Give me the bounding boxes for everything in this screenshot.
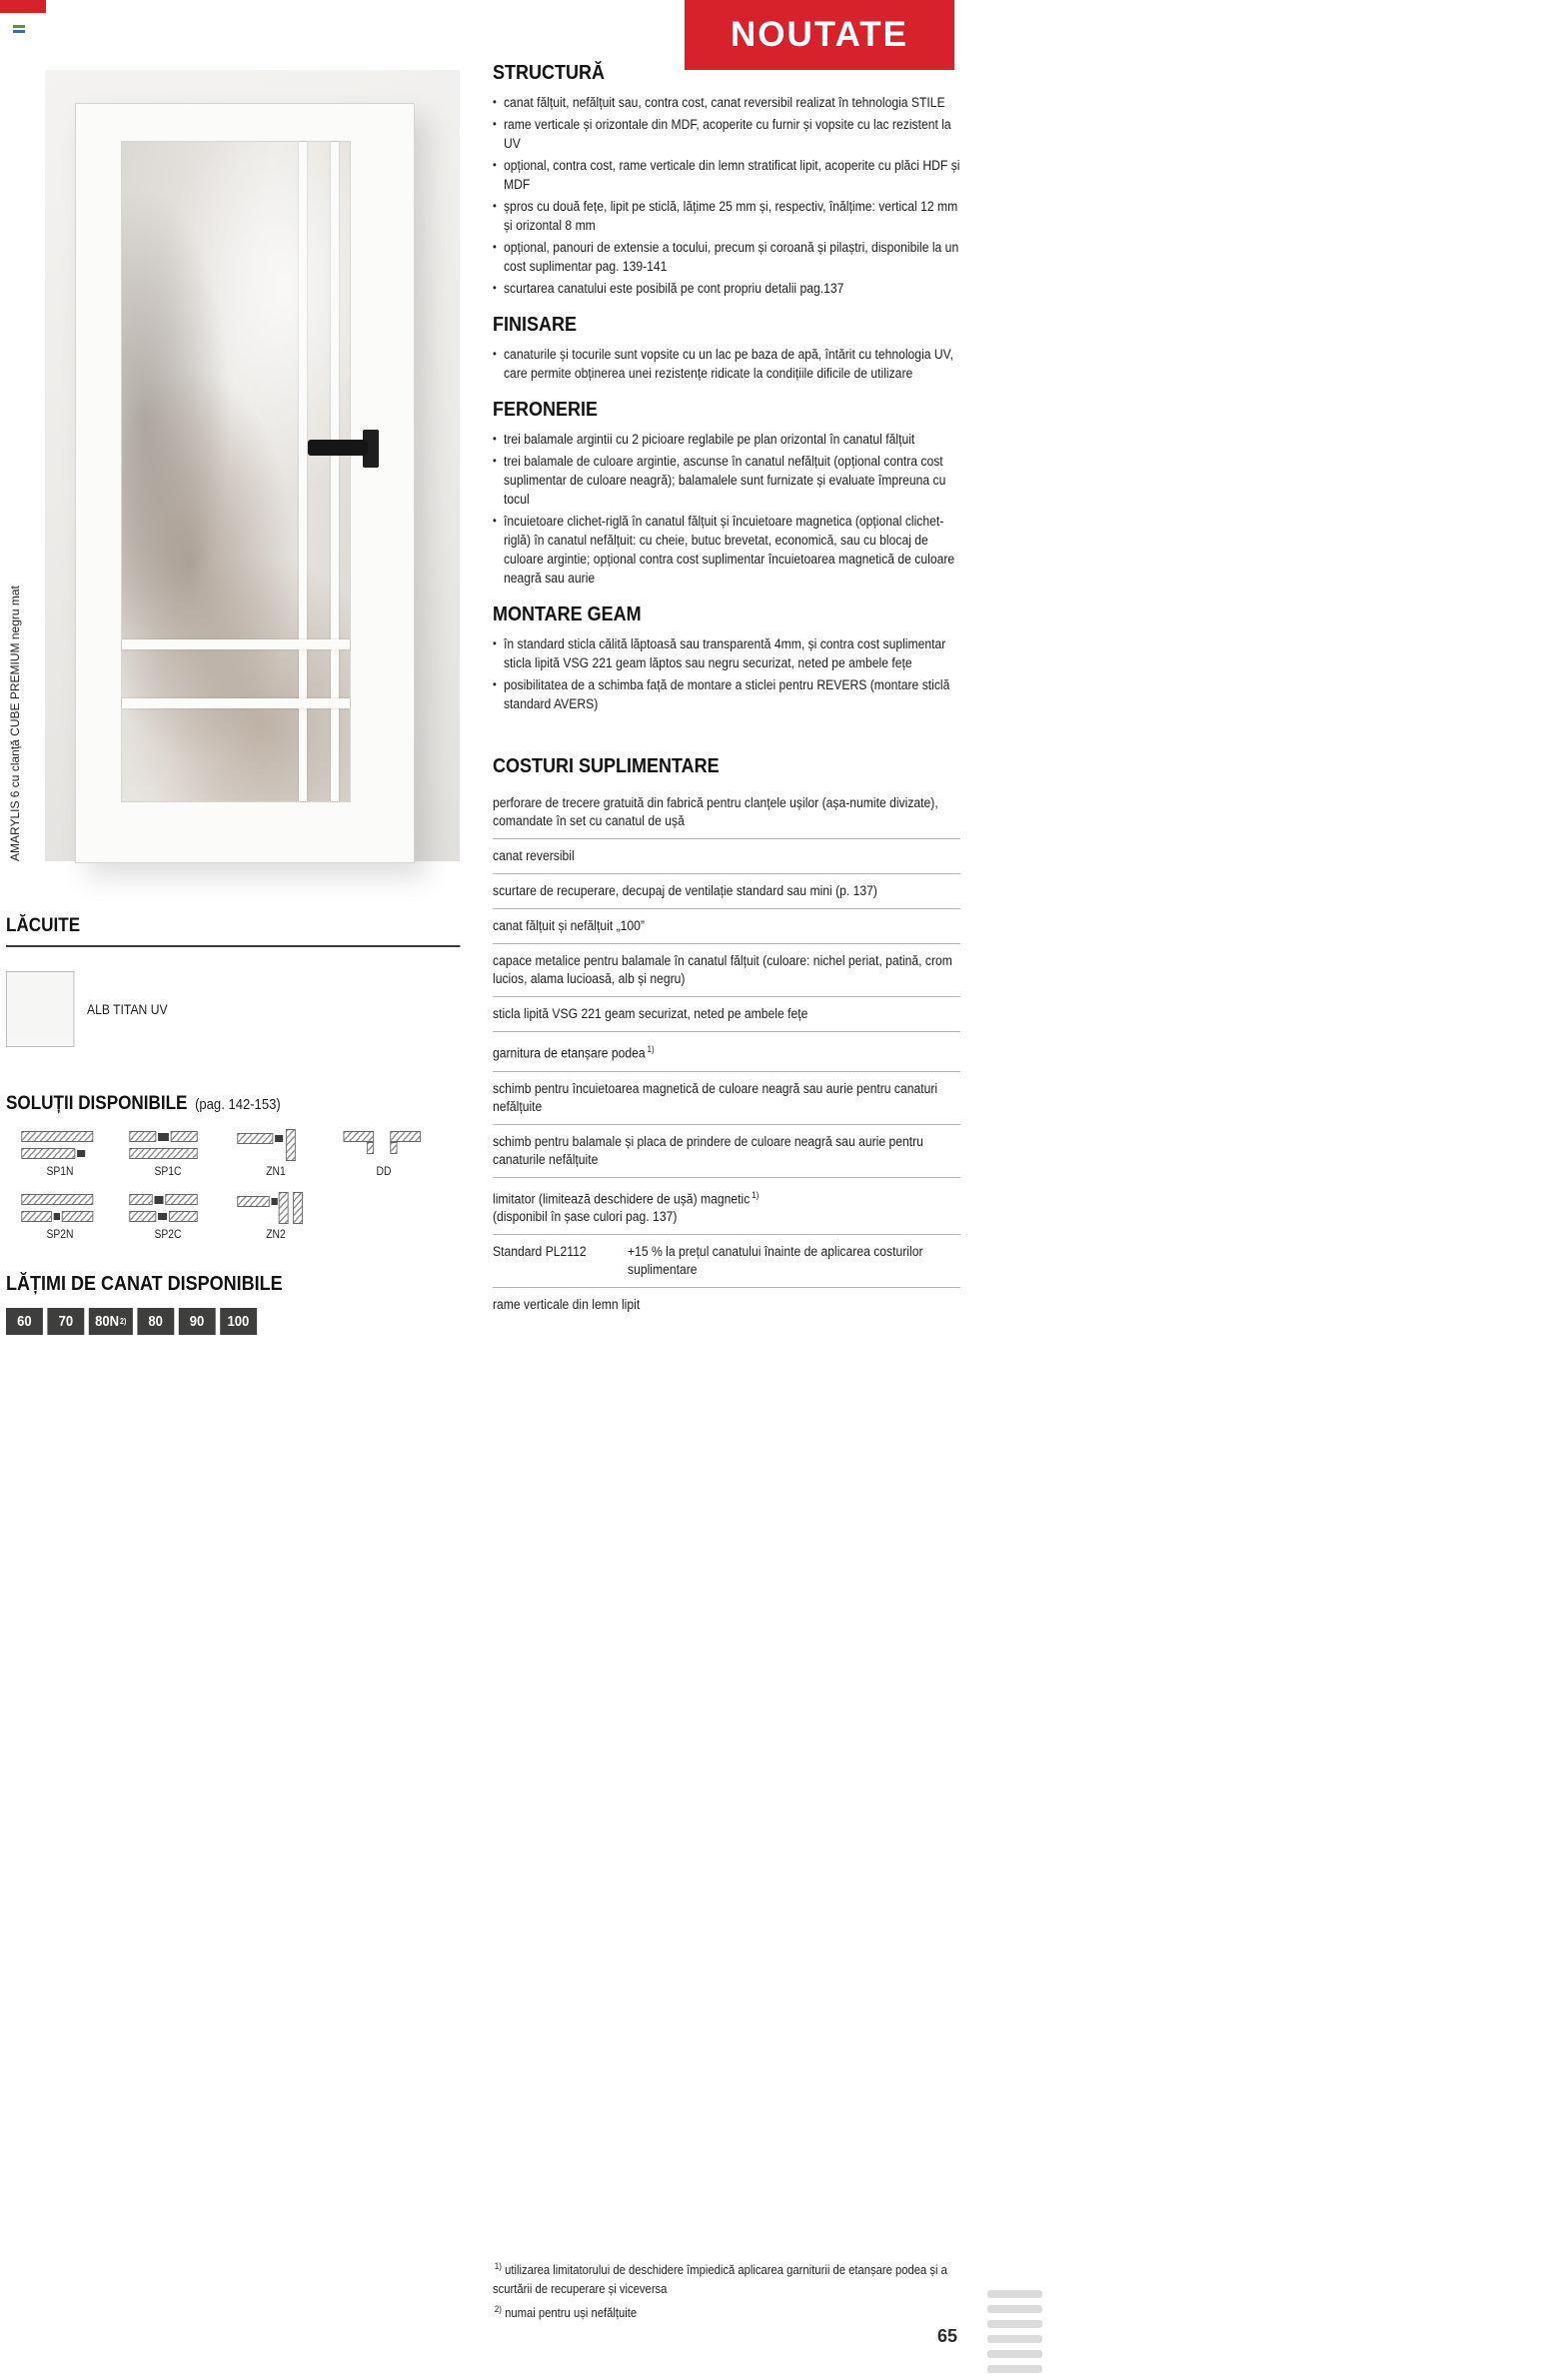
spec-bullet bbox=[493, 156, 960, 194]
solution-label: ZN2 bbox=[266, 1229, 286, 1241]
extra-costs-section bbox=[493, 755, 960, 1322]
cost-item bbox=[493, 944, 960, 997]
new-product-badge: NOUTATE bbox=[685, 0, 954, 70]
hatch-shape bbox=[62, 1211, 93, 1222]
width-box-60: 60 bbox=[6, 1308, 43, 1335]
cost-text: scurtare de recuperare, decupaj de ventilație standard sau mini (p. 137) bbox=[493, 883, 877, 898]
hatch-shape bbox=[344, 1131, 375, 1142]
width-box-80n: 80N 2) bbox=[89, 1308, 133, 1335]
cost-item bbox=[493, 874, 960, 909]
page-edge-bar bbox=[987, 2305, 1042, 2313]
seal-shape bbox=[77, 1150, 85, 1157]
color-swatch-label: ALB TITAN UV bbox=[87, 1001, 168, 1017]
footnote-marker: 1) bbox=[752, 1189, 760, 1200]
hatch-shape bbox=[390, 1131, 421, 1142]
spec-bullet bbox=[493, 675, 960, 713]
solution-sp2c bbox=[114, 1192, 222, 1241]
width-box-100: 100 bbox=[220, 1308, 257, 1335]
hatch-shape bbox=[293, 1192, 303, 1224]
bullet-dot: • bbox=[493, 240, 497, 254]
hatch-shape bbox=[286, 1129, 296, 1161]
spec-bullet bbox=[493, 512, 960, 588]
width-boxes-row bbox=[6, 1308, 312, 1335]
spec-bullet bbox=[493, 279, 960, 298]
cost-text-line2: (disponibil în șase culori pag. 137) bbox=[493, 1209, 678, 1224]
spec-bullet bbox=[493, 238, 960, 276]
bullet-dot: • bbox=[493, 347, 497, 361]
hatch-shape bbox=[129, 1211, 156, 1222]
page-edge-bar bbox=[987, 2320, 1042, 2328]
cost-item-standard bbox=[493, 1235, 960, 1288]
page-edge-bar bbox=[987, 2365, 1042, 2373]
standard-text: +15 % la prețul canatului înainte de aplicarea costurilor suplimentare bbox=[628, 1244, 923, 1277]
solution-label: DD bbox=[376, 1166, 392, 1178]
spec-text: trei balamale argintii cu 2 picioare reglabile pe plan orizontal în canatul fălțuit bbox=[503, 432, 915, 447]
footnote-marker: 2) bbox=[494, 2303, 503, 2314]
cost-text: schimb pentru balamale și placa de prindere de culoare neagră sau aurie pentru canaturile nefălțuite bbox=[493, 1133, 923, 1167]
section-title-costuri: COSTURI SUPLIMENTARE bbox=[493, 755, 720, 777]
seal-shape bbox=[54, 1213, 60, 1220]
cost-text: canat reversibil bbox=[493, 848, 575, 863]
section-title-feronerie: FERONERIE bbox=[493, 399, 599, 421]
seal-shape bbox=[272, 1198, 278, 1205]
door-leaf bbox=[75, 103, 415, 863]
seal-shape bbox=[158, 1133, 169, 1141]
solution-sp1c bbox=[114, 1129, 222, 1178]
hatch-shape bbox=[21, 1211, 52, 1222]
spec-bullet bbox=[493, 93, 960, 112]
door-photo bbox=[45, 70, 460, 861]
section-title-montare-geam: MONTARE GEAM bbox=[493, 603, 642, 625]
spec-text: șpros cu două fețe, lipit pe sticlă, lățime 25 mm și, respectiv, înălțime: vertical 12 mm și orizontal 8 mm bbox=[503, 199, 958, 233]
cost-item bbox=[493, 997, 960, 1032]
footnotes bbox=[493, 2260, 960, 2327]
footnote-2: $^{2)}$ numai pentru uși nefălțuite bbox=[494, 2303, 638, 2320]
hatch-shape bbox=[129, 1148, 197, 1159]
cost-item bbox=[493, 1288, 960, 1322]
page-edge-bar bbox=[987, 2290, 1042, 2298]
profile-diagram-dd bbox=[344, 1129, 425, 1163]
width-box-70: 70 bbox=[47, 1308, 84, 1335]
section-title-latimi: LĂȚIMI DE CANAT DISPONIBILE bbox=[6, 1273, 283, 1295]
cost-item bbox=[493, 909, 960, 944]
spec-text: canat fălțuit, nefălțuit sau, contra cost, canat reversibil realizat în tehnologia STILE bbox=[503, 95, 945, 110]
page-edge-bar bbox=[987, 2350, 1042, 2358]
spec-text: trei balamale de culoare argintie, ascunse în canatul nefălțuit (opțional contra cost suplimentar de culoare neagră); balamalele sunt furnizate și evaluate împreuna cu tocul bbox=[503, 454, 946, 507]
spec-text: opțional, panouri de extensie a tocului, precum și coroană și pilaștri, disponibile la un cost suplimentar pag. 139-141 bbox=[503, 240, 959, 274]
spine-red-mark bbox=[0, 0, 46, 13]
spec-text: scurtarea canatului este posibilă pe cont propriu detalii pag.137 bbox=[503, 281, 844, 296]
spec-bullet bbox=[493, 197, 960, 235]
solutions-pages: (pag. 142-153) bbox=[195, 1097, 281, 1113]
solution-zn2 bbox=[222, 1192, 330, 1241]
hatch-shape bbox=[237, 1133, 273, 1144]
hatch-shape bbox=[367, 1142, 374, 1154]
bullet-dot: • bbox=[493, 281, 497, 295]
hatch-shape bbox=[169, 1211, 198, 1222]
solutions-heading bbox=[6, 1093, 492, 1115]
spec-text: posibilitatea de a schimba față de montare a sticlei pentru REVERS (montare sticlă standard AVERS) bbox=[503, 677, 950, 711]
spec-bullet bbox=[493, 634, 960, 672]
spec-text: rame verticale și orizontale din MDF, acoperite cu furnir și vopsite cu lac rezistent la UV bbox=[503, 117, 951, 151]
spec-text: în standard sticla călită lăptoasă sau transparentă 4mm, și contra cost suplimentar sticla lipită VSG 221 geam lăptos sau negru securizat, neted pe ambele fețe bbox=[503, 636, 946, 670]
seal-shape bbox=[275, 1135, 283, 1142]
hatch-shape bbox=[390, 1142, 397, 1154]
leaf-widths-section bbox=[6, 1273, 312, 1335]
hatch-shape bbox=[129, 1194, 152, 1205]
spec-text: canaturile și tocurile sunt vopsite cu un lac pe baza de apă, întărit cu tehnologia UV, care permite obținerea unei rezistențe ridicate la condițiile dificile de utilizare bbox=[503, 347, 954, 381]
profile-diagram-zn2 bbox=[236, 1192, 317, 1226]
cost-item bbox=[493, 1032, 960, 1072]
cost-item bbox=[493, 1072, 960, 1125]
specs-column bbox=[493, 62, 960, 716]
page-number: 65 bbox=[936, 2326, 957, 2346]
door-glass-panel bbox=[121, 141, 351, 802]
solution-sp1n bbox=[6, 1129, 114, 1178]
door-model-caption: AMARYLIS 6 cu clanță CUBE PREMIUM negru mat bbox=[8, 586, 22, 861]
footnote-marker: 1) bbox=[647, 1044, 655, 1054]
cost-text: rame verticale din lemn lipit bbox=[493, 1297, 641, 1312]
brand-mark bbox=[13, 25, 25, 35]
solution-zn1 bbox=[222, 1129, 330, 1178]
section-title-lacuite: LĂCUITE bbox=[6, 915, 81, 936]
footnote-1: $^{1)}$ utilizarea limitatorului de deschidere împiedică aplicarea garniturii de etanșare podea și a scurtării de recuperare și viceversa bbox=[493, 2261, 947, 2296]
color-swatch-alb-titan bbox=[6, 971, 74, 1047]
hatch-shape bbox=[165, 1194, 197, 1205]
section-title-finisare: FINISARE bbox=[493, 314, 578, 336]
spec-bullet bbox=[493, 430, 960, 449]
cost-text: garnitura de etanșare podea $^{1)}$ bbox=[493, 1044, 655, 1061]
solution-label: ZN1 bbox=[266, 1166, 286, 1178]
hatch-shape bbox=[237, 1196, 269, 1207]
hatch-shape bbox=[21, 1194, 93, 1205]
cost-item bbox=[493, 1178, 960, 1236]
door-handle bbox=[308, 440, 368, 456]
bullet-dot: • bbox=[493, 677, 497, 691]
spec-text: încuietoare clichet-riglă în canatul fălțuit și încuietoare magnetica (opțional clichet-riglă) în canatul nefălțuit: cu cheie, butuc brevetat, economică, sau cu blocaj de culoare argintie; opțional contra cost suplimentar încuietoarea magnetică de culoare neagră sau aurie bbox=[503, 514, 955, 586]
bullet-dot: • bbox=[493, 514, 497, 528]
bullet-dot: • bbox=[493, 454, 497, 468]
solution-label: SP1N bbox=[46, 1166, 74, 1178]
width-box-90: 90 bbox=[179, 1308, 216, 1335]
standard-label: Standard PL2112 bbox=[493, 1244, 587, 1259]
hatch-shape bbox=[21, 1131, 93, 1142]
cost-text: canat fălțuit și nefălțuit „100” bbox=[493, 918, 645, 933]
cost-text: limitator (limitează deschidere de ușă) magnetic $^{1)}$ bbox=[493, 1189, 760, 1206]
footnote-marker: 2) bbox=[119, 1317, 127, 1326]
cost-item bbox=[493, 839, 960, 874]
page-edge-bar bbox=[987, 2335, 1042, 2343]
solution-sp2n bbox=[6, 1192, 114, 1241]
solution-dd bbox=[330, 1129, 438, 1178]
cost-text: perforare de trecere gratuită din fabrică pentru clanțele ușilor (așa-numite divizate), comandate în set cu canatul de ușă bbox=[493, 795, 938, 828]
section-title-structura: STRUCTURĂ bbox=[493, 62, 605, 84]
cost-text: sticla lipită VSG 221 geam securizat, neted pe ambele fețe bbox=[493, 1006, 808, 1021]
cost-text: capace metalice pentru balamale în canatul fălțuit (culoare: nichel periat, patină, crom lucios, alama lucioasă, alb și negru) bbox=[493, 953, 952, 986]
seal-shape bbox=[158, 1213, 167, 1220]
profile-diagram-sp1n bbox=[20, 1129, 101, 1163]
hatch-shape bbox=[129, 1131, 156, 1142]
cost-item bbox=[493, 786, 960, 839]
cost-item bbox=[493, 1125, 960, 1178]
spec-bullet bbox=[493, 345, 960, 383]
solutions-title: SOLUȚII DISPONIBILE bbox=[6, 1093, 188, 1114]
bullet-dot: • bbox=[493, 199, 497, 213]
solutions-row-1 bbox=[6, 1129, 492, 1178]
solution-label: SP1C bbox=[154, 1166, 182, 1178]
solution-label: SP2N bbox=[46, 1229, 74, 1241]
profile-diagram-sp2c bbox=[128, 1192, 209, 1226]
solutions-row-2 bbox=[6, 1192, 492, 1241]
brand-mark-bar-bottom bbox=[13, 30, 25, 33]
bullet-dot: • bbox=[493, 636, 497, 650]
brand-mark-bar-top bbox=[13, 25, 25, 28]
glass-mullion-horizontal-2 bbox=[122, 698, 350, 708]
hatch-shape bbox=[171, 1131, 198, 1142]
solutions-section bbox=[6, 1093, 492, 1241]
profile-diagram-sp1c bbox=[128, 1129, 209, 1163]
finish-section bbox=[6, 915, 465, 1047]
bullet-dot: • bbox=[493, 158, 497, 172]
hatch-shape bbox=[279, 1192, 289, 1224]
spec-bullet bbox=[493, 452, 960, 509]
profile-diagram-sp2n bbox=[20, 1192, 101, 1226]
hatch-shape bbox=[21, 1148, 75, 1159]
bullet-dot: • bbox=[493, 95, 497, 109]
width-box-80: 80 bbox=[137, 1308, 174, 1335]
page-edge-marks bbox=[987, 2290, 1042, 2380]
spec-bullet bbox=[493, 115, 960, 153]
bullet-dot: • bbox=[493, 117, 497, 131]
bullet-dot: • bbox=[493, 432, 497, 446]
cost-text: schimb pentru încuietoarea magnetică de culoare neagră sau aurie pentru canaturi nefălțuite bbox=[493, 1080, 938, 1114]
glass-mullion-horizontal-1 bbox=[122, 639, 350, 649]
divider-rule bbox=[6, 945, 461, 947]
color-swatch-row bbox=[6, 971, 465, 1047]
footnote-marker: 1) bbox=[494, 2261, 503, 2271]
profile-diagram-zn1 bbox=[236, 1129, 317, 1163]
solution-label: SP2C bbox=[154, 1229, 182, 1241]
spec-text: opțional, contra cost, rame verticale din lemn stratificat lipit, acoperite cu plăci HDF și MDF bbox=[503, 158, 960, 192]
seal-shape bbox=[155, 1196, 164, 1204]
